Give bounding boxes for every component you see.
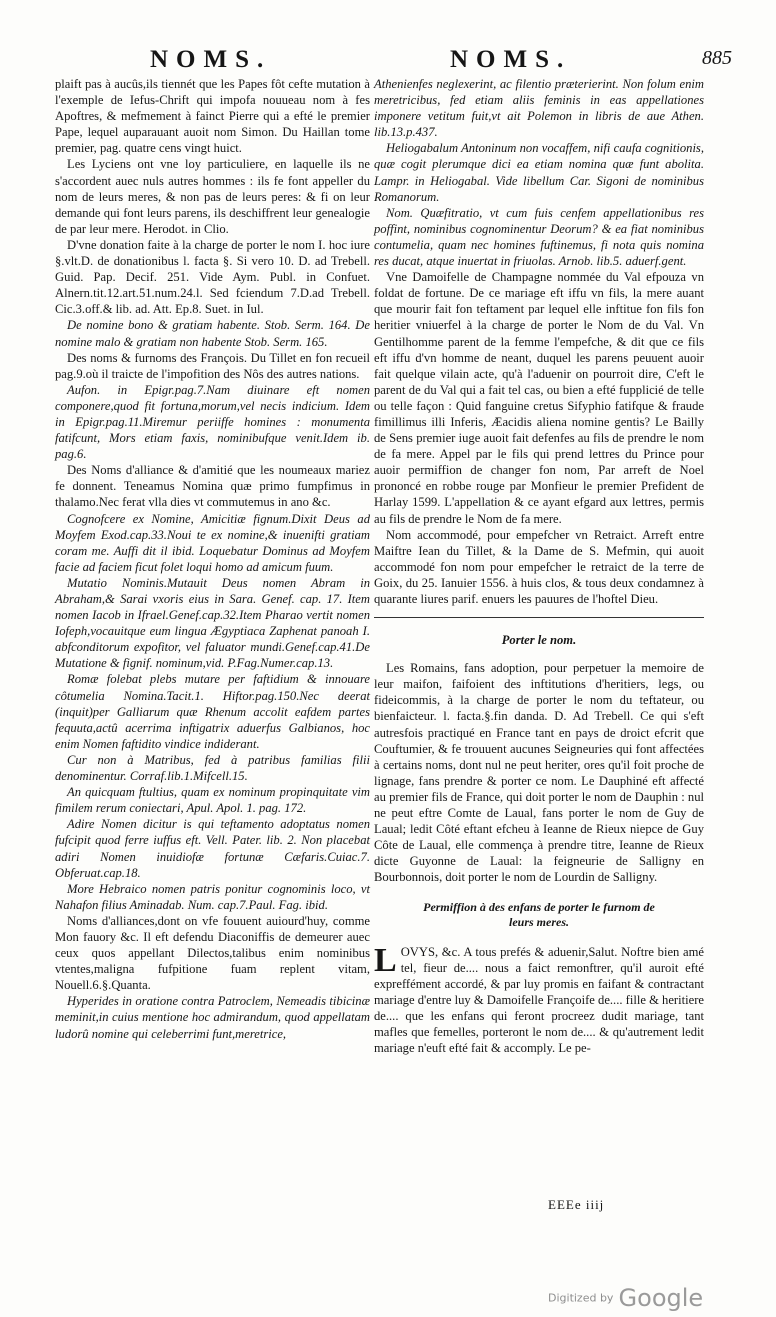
right-paragraph: Vne Damoifelle de Champagne nommée du Val efpouza vn foldat de fortune. De ce mariage eft iffu vn fils, la mere auant que mourir fait fon teftament par lequel elle inftitue fon fils fon heritier vniuerfel à la charge de porter le Nom de du Val. Vn Gentilhomme parent de la femme l'empefche, & dit que ce fils eft iffu d'vn homme de neant, duquel les parens peuuent auoir fait quelque vilain acte, qu'à l'aduenir on pourroit dire, C'eft le parent de du Val qui a fait tel cas, ou bien a efté fupplicié de telle ou telle façon : Quid fanguine cretus Sifyphio fatifque & fraude fimillimus illi Inferis, Æacidis aliena nomine gentis? Le Bailly de Sens premier iuge auoit fait defenfes au fils de prendre le nom de fa mere. Appel par le fils qui prend lettres du Prince pour auoir permiffion de changer fon nom, Par arreft de Noel prononcé en robbe rouge par Monfieur le premier Prefident de Harlay 1599. L'appellation & ce ayant efgard aux lettres, permis au fils de prendre le Nom de fa mere. xyxy=(374,270,704,526)
right-paragraph: Athenienfes neglexerint, ac filentio præterierint. Non folum enim meretricibus, fed etiam aliis feminis in eas appellationes imponere vetitum fuit,vt ait Polemon in libris de aue Athen. lib.13.p.437. xyxy=(374,77,704,140)
left-paragraph: D'vne donation faite à la charge de porter le nom I. hoc iure §.vlt.D. de donationibus l. facta §. Si vero 10. D. ad Trebell. Guid. Pap. Decif. 251. Vide Aym. Publ. in Confuet. Alnern.tit.12.art.51.num.24.l. Sed fciendum 7.D.ad Trebell. Cic.3.off.& lib. ad. Att. Ep.8. Suet. in Iul. xyxy=(55,237,370,317)
left-paragraph: De nomine bono & gratiam habente. Stob. Serm. 164. De nomine malo & gratiam non habente Stob. Serm. 165. xyxy=(55,318,370,349)
left-paragraph: An quicquam ftultius, quam ex nominum propinquitate vim fimilem rerum coniectari, Apul. Apol. 1. pag. 172. xyxy=(55,785,370,816)
letter-text: OVYS, &c. A tous prefés & aduenir,Salut. Noftre bien amé tel, fieur de.... nous a faict remonftrer, qu'il auroit efté expreffément accordé, & par luy promis en faifant & contractant mariage d'entre luy & Damoifelle Françoife de.... fille & heritiere de.... que les enfans qui feront procreez dudit mariage, tant mafles que femelles, porteront le nom de.... & qu'autrement ledit mariage n'euft efté fait & accomply. Le pe- xyxy=(374,944,704,1056)
right-paragraph: Les Romains, fans adoption, pour perpetuer la memoire de leur maifon, faifoient des inftitutions d'heritiers, legs, ou fideicommis, à la charge de porter le nom du teftateur, ou bienfaicteur. l. facta.§.fin danda. D. Ad Trebell. Ce qui s'eft autresfois practiqué en France tant en pays de droict efcrit que Couftumier, & fe trouuent aucunes Seigneuries qui font affectées à certains noms, dont nul ne peut heriter, ores qu'il foit proche de lignage, fans prendre & porter ce nom. Le Dauphiné eft affecté au premier fils de France, qui doit porter le nom de Dauphin : nul ne peut eftre Comte de Laual, fans porter le nom de Guy de Laual; ledit Côté eftant efcheu à Ieanne de Rieux niepce de Guy Côte de Laual, elle commença à prendre titre, Ieanne de Rieux dicte Guyonne de Laual: la feigneurie de Salligny en Bourbonnois, doit porter le nom de Lourdin de Salligny. xyxy=(374,661,704,885)
google-logo: Google xyxy=(618,1284,704,1312)
digitized-watermark xyxy=(548,1284,703,1312)
running-head-left: NOMS. xyxy=(150,46,272,73)
left-paragraph: Des noms & furnoms des François. Du Tillet en fon recueil pag.9.où il traicte de l'impofition des Nôs des autres nations. xyxy=(55,350,370,381)
running-head-right: NOMS. xyxy=(450,46,572,73)
right-paragraph: Nom. Quæfitratio, vt cum fuis cenfem appellationibus res poffint, nominibus cognominentur Deorum? & ea fiat nominibus contumelia, quam nec homines fuftinemus, fi nota quis nomina res ducat, atque inuertat in friuolas. Arnob. lib.5. aduerf.gent. xyxy=(374,205,704,269)
letter-paragraph xyxy=(374,941,704,1057)
left-paragraph: Des Noms d'alliance & d'amitié que les noumeaux mariez fe donnent. Teneamus Nomina quæ primo fumpfimus in thalamo.Nec ferat vlla dies vt commutemus in ano &c. xyxy=(55,463,370,510)
right-column xyxy=(374,76,704,1056)
section-divider xyxy=(374,617,704,618)
left-paragraph: Les Lyciens ont vne loy particuliere, en laquelle ils ne s'accordent auec nuls autres hommes : ils fe font appeller du nom de leurs meres, & non pas de leurs peres: & fi on leur demande qui font leurs parens, ils deschiffrent leur genealogie de par leur mere. Herodot. in Clio. xyxy=(55,157,370,236)
signature-mark: EEEe iiij xyxy=(548,1197,605,1212)
left-paragraph: Cognofcere ex Nomine, Amicitiæ fignum.Dixit Deus ad Moyfem Exod.cap.33.Noui te ex nomine,& inuenifti gratiam coram me. Auffi dit il ibid. Loquebatur Dominus ad Moyfem facie ad faciem ficut folet loqui homo ad amicum fuum. xyxy=(55,511,370,574)
left-paragraph: Romæ folebat plebs mutare per faftidium & innouare côtumelia Nomina.Tacit.1. Hiftor.pag.150.Nec deerat (inquit)per Galliarum quæ Rhenum accolit eafdem partes fequuta,actû acerrima inftigatrix aduerfus Galbianos, hoc enim Nomen faftidito vindice indiderant. xyxy=(55,672,370,751)
left-paragraph: More Hebraico nomen patris ponitur cognominis loco, vt Nahafon filius Aminadab. Num. cap.7.Paul. Fag. ibid. xyxy=(55,881,370,912)
left-column xyxy=(55,76,370,1042)
drop-cap: L xyxy=(374,941,397,979)
left-paragraph: Adire Nomen dicitur is qui teftamento adoptatus nomen fufcipit quod ferre iuffus eft. Vell. Pater. lib. 2. Non placebat adiri Nomen inuidiofæ fortunæ Cæfaris.Cuiac.7. Obferuat.cap.18. xyxy=(55,817,370,880)
left-paragraph: Cur non à Matribus, fed à patribus familias filii denominentur. Corraf.lib.1.Mifcell.15. xyxy=(55,752,370,784)
left-paragraph: Hyperides in oratione contra Patroclem, Nemeadis tibicinæ meminit,in cuius mentione hoc admirandum, quod appellatam ludorû nomine qui celeberrimi funt,meretrice, xyxy=(55,994,370,1041)
right-paragraph: Heliogabalum Antoninum non vocaffem, nifi caufa cognitionis, quæ cogit plerumque dici ea etiam nomina quæ funt abolita. Lampr. in Heliogabal. Vide libellum Car. Sigoni de nominibus Romanorum. xyxy=(374,141,704,204)
right-paragraph: Nom accommodé, pour empefcher vn Retraict. Arreft entre Maiftre Iean du Tillet, & la Dame de S. Mefmin, qui auoit accommodé fon nom pour empefcher le retraict de la terre de Goix, du 25. Ianuier 1556. à huis clos, & tous deux condamnez à quarante liures parif. enuers les pauures de l'hoftel Dieu. xyxy=(374,527,704,606)
watermark-prefix: Digitized by xyxy=(548,1291,614,1305)
left-paragraph: Noms d'alliances,dont on vfe fouuent auiourd'huy, comme Mon fauory &c. Il eft defendu Diaconiffis de demeurer auec ceux quos appellant Dilectos,talibus enim nominibus vtentes,maligna fufpitione fuam replent vitam, Nouell.6.§.Quanta. xyxy=(55,913,370,993)
section-title: Porter le nom. xyxy=(501,633,577,648)
page-number: 885 xyxy=(702,47,732,69)
left-paragraph: Aufon. in Epigr.pag.7.Nam diuinare eft nomen componere,quod fit fortuna,morum,vel necis indicium. Idem in Epigr.pag.11.Miremur periiffe homines : monumenta fatifcunt, Mors etiam faxis, nominibufque venit.Idem ib. pag.6. xyxy=(55,382,370,462)
permission-title: Permiffion à des enfans de porter le furnom de leurs meres. xyxy=(423,899,655,929)
left-paragraph: plaift pas à aucûs,ils tiennét que les Papes fôt cefte mutation à l'exemple de Iefus-Chrift qui impofa nouueau nom à fes Apoftres, & mefmement à fainct Pierre qui a efté le premier Pape, lequel auparauant auoit nom Simon. Du Haillan tome premier, pag. quatre cens vingt huict. xyxy=(55,77,370,156)
left-paragraph: Mutatio Nominis.Mutauit Deus nomen Abram in Abraham,& Sarai vxoris eius in Sara. Genef. cap. 17. Item nomen Iacob in Ifrael.Genef.cap.32.Item Pharao vertit nomen Iofeph,vocauitque eum lingua Ægyptiaca Zaphenat panoah I. abfconditorum expofitor, vel faluator mundi.Genef.cap.41.De Mutatione & fignif. nominum,vid. P.Fag.Numer.cap.13. xyxy=(55,575,370,671)
